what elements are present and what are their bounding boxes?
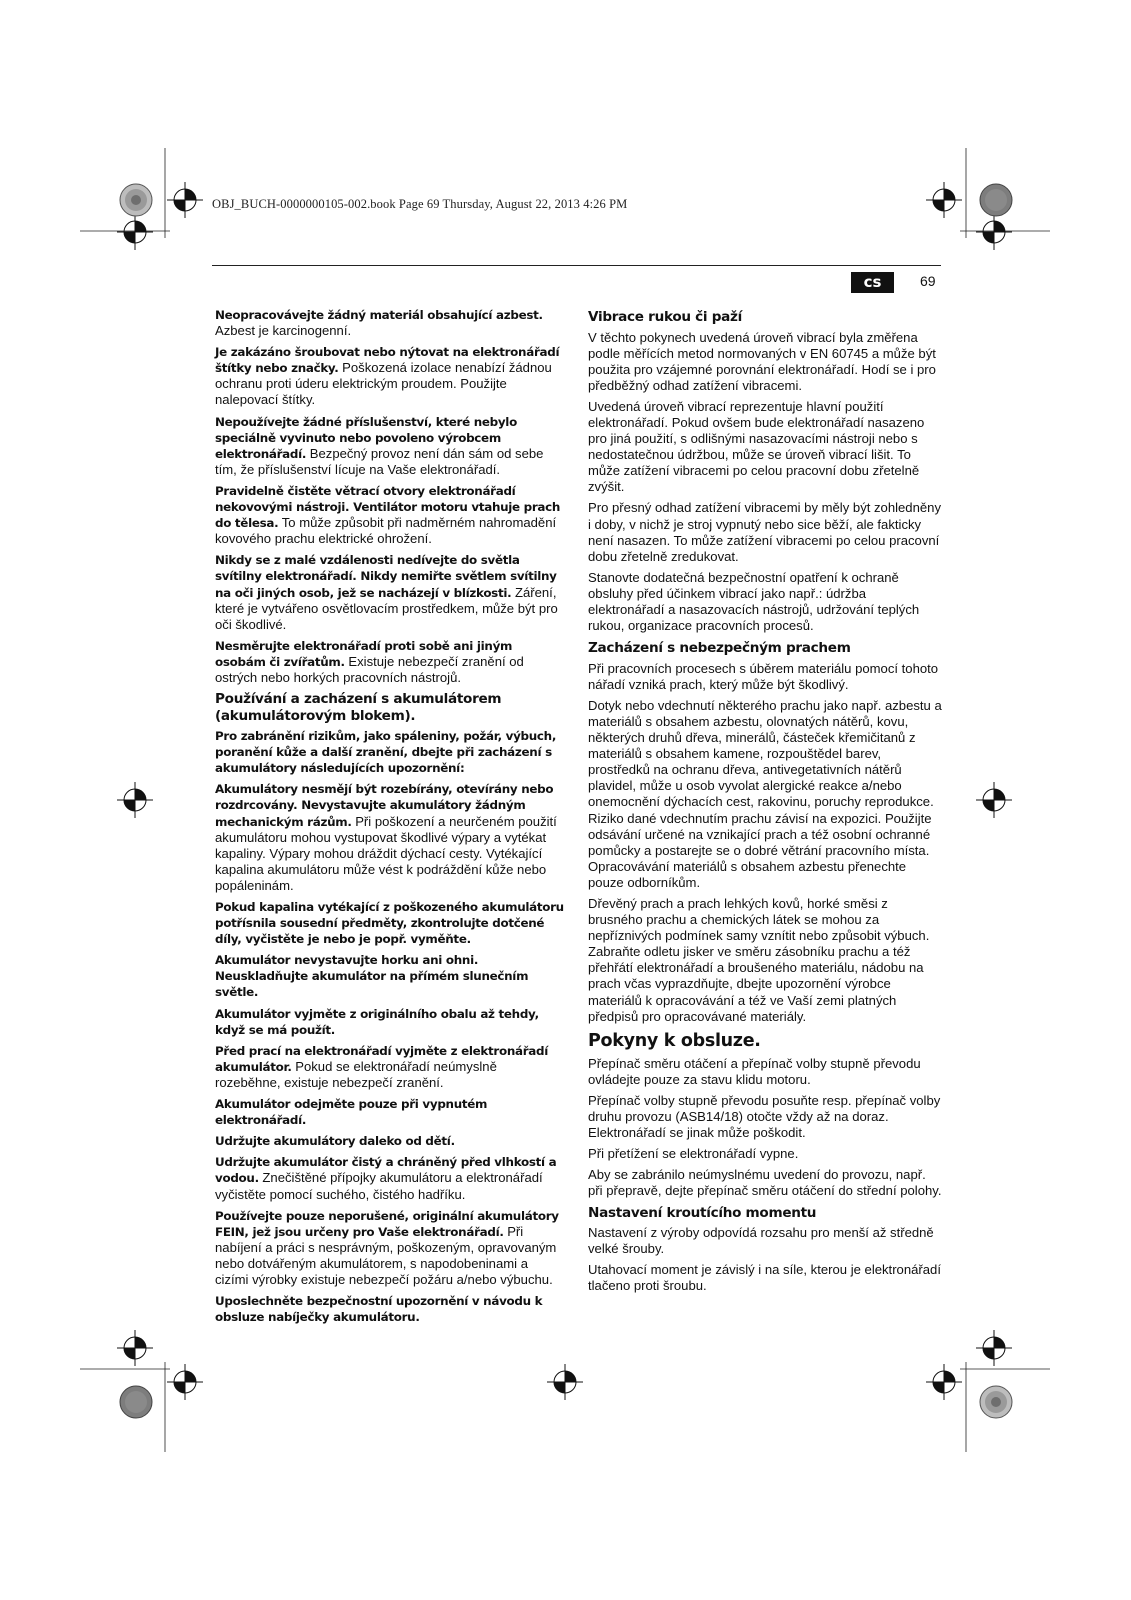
paragraph-text: Existuje nebezpečí zranění od ostrých nebo horkých pracovních nástrojů.	[215, 653, 524, 685]
paragraph	[215, 1006, 565, 1038]
registration-mark-right-upper	[974, 212, 1014, 252]
warning-bold: Akumulátor odejměte pouze při vypnutém elektronářadí.	[215, 1097, 488, 1128]
paragraph: Pro přesný odhad zatížení vibracemi by měly být zohledněny i doby, v nichž je stroj vypnutý nebo sice běží, ale fakticky není nasazen. To může zatížení vibracemi po celou pracovní dobu zřetelně zredukovat.	[588, 500, 941, 564]
warning-bold: Pravidelně čistěte větrací otvory elektronářadí nekovovými nástroji. Ventilátor motoru vtahuje prach do tělesa.	[215, 483, 561, 531]
warning-bold: Akumulátory nesmějí být rozebírány, otevírány nebo rozdrcovány. Nevystavujte akumulátory žádným mechanickým rázům.	[215, 782, 554, 829]
paragraph: Dotyk nebo vdechnutí některého prachu jako např. azbestu a materiálů s obsahem azbestu, olovnatých nátěrů, kovu, některých druhů dřeva, minerálů, částeček křemičitanů z materiálů s obsahem kamene, rozpouštědel barev, prostředků na ochranu dřeva, antivegetativních nátěrů plavidel, může u osob vyvolat alergické reakce a/nebo onemocnění dýchacích cest, rakovinu, poruchy reprodukce. Riziko dané vdechnutím prachu závisí na expozici. Použijte odsávání určené na vznikající prach a též osobní ochranné pomůcky a postarejte se o dobré větrání pracovního místa. Opracovávání materiálů s obsahem azbestu přenechte pouze odborníkům.	[588, 697, 942, 890]
paragraph-text: Záření, které je vytvářeno osvětlovacím prostředkem, může být pro oči škodlivé.	[215, 584, 558, 632]
registration-mark-left-upper	[115, 212, 155, 252]
section-heading-dust: Zacházení s nebezpečným prachem	[588, 640, 851, 657]
paragraph: Při pracovních procesech s úběrem materiálu pomocí tohoto nářadí vzniká prach, který může být škodlivý.	[588, 660, 939, 692]
registration-mark-left-lower	[115, 1328, 155, 1368]
warning-bold: Používejte pouze neporušené, originální akumulátory FEIN, jež jsou určeny pro Vaše elektronářadí.	[215, 1208, 559, 1239]
paragraph	[215, 1154, 565, 1202]
paragraph	[215, 344, 565, 408]
paragraph: Dřevěný prach a prach lehkých kovů, horké směsi z brusného prachu a chemických látek se mohou za nepříznivých podmínek samy vznítit nebo způsobit výbuch. Zabraňte odletu jisker ve směru zásobníku prachu a též přehřátí elektronářadí a broušeného materiálu, nádobu na prach včas vyprazdňujte, dbejte upozornění výrobce materiálů k opracovávání a též ve Vaší zemi platných předpisů pro opracovávané materiály.	[588, 896, 930, 1024]
paragraph: V těchto pokynech uvedená úroveň vibrací byla změřena podle měřících metod normovaných v EN 60745 a může být použita pro vzájemné porovnání elektronářadí. Hodí se i pro předběžný odhad zatížení vibracemi.	[588, 329, 936, 393]
warning-bold: Před prací na elektronářadí vyjměte z elektronářadí akumulátor.	[215, 1043, 548, 1074]
calibration-disc-bottom-right	[978, 1384, 1014, 1420]
warning-bold: Akumulátor nevystavujte horku ani ohni. Neuskladňujte akumulátor na přímém slunečním světle.	[215, 953, 529, 1000]
paragraph	[215, 952, 565, 1000]
paragraph: Přepínač volby stupně převodu posuňte resp. přepínač volby druhu provozu (ASB14/18) otočte vždy až na doraz. Elektronářadí se jinak může poškodit.	[588, 1092, 941, 1141]
calibration-disc-top-left	[118, 182, 154, 218]
left-column	[215, 307, 565, 1330]
paragraph: Aby se zabránilo neúmyslnému uvedení do provozu, např. při přepravě, dejte přepínač směru otáčení do střední polohy.	[588, 1167, 942, 1199]
warning-bold: Neopracovávejte žádný materiál obsahující azbest.	[215, 308, 543, 322]
paragraph-text: Znečištěné přípojky akumulátoru a elektronářadí vyčistěte pomocí suchého, čistého hadříku.	[215, 1170, 543, 1202]
section-heading-vibration: Vibrace rukou či paží	[588, 309, 742, 325]
calibration-disc-top-right	[978, 182, 1014, 218]
paragraph	[215, 638, 565, 686]
paragraph-text: Bezpečný provoz není dán sám od sebe tím, že příslušenství lícuje na Vaše elektronářadí.	[215, 445, 544, 477]
section-heading-torque: Nastavení kroutícího momentu	[588, 1204, 817, 1221]
paragraph	[215, 781, 565, 894]
warning-bold: Udržujte akumulátor čistý a chráněný před vlhkostí a vodou.	[215, 1155, 557, 1186]
page-number: 69	[920, 273, 936, 289]
registration-mark-right-middle	[974, 780, 1014, 820]
header-rule	[212, 265, 941, 266]
registration-mark-bottom-right	[924, 1362, 964, 1402]
warning-bold: Nikdy se z malé vzdálenosti nedívejte do světla svítilny elektronářadí. Nikdy nemiřte světlem svítilny na oči jiných osob, jež se nacházejí v blízkosti.	[215, 553, 557, 600]
paragraph	[215, 1293, 565, 1325]
section-heading-operation: Pokyny k obsluze.	[588, 1030, 761, 1051]
paragraph	[215, 414, 565, 478]
paragraph-text: Poškozená izolace nenabízí žádnou ochranu proti úderu elektrickým proudem. Použijte nalepovací štítky.	[215, 360, 552, 408]
paragraph-text: Při poškození a neurčeném použití akumulátoru mohou vystupovat škodlivé výpary a vytékat kapaliny. Výpary mohou dráždit dýchací cesty. Vytékající kapalina akumulátoru může vést k podráždění kůže nebo popáleninám.	[215, 813, 557, 893]
paragraph: Uvedená úroveň vibrací reprezentuje hlavní použití elektronářadí. Pokud ovšem bude elektronářadí nasazeno pro jiná použití, s odlišnými nasazovacími nástroji nebo s nedostatečnou údržbou, může se úroveň vibrací lišit. To může zatížení vibracemi po celou pracovní dobu zřetelně zvýšit.	[588, 398, 925, 495]
warning-bold: Akumulátor vyjměte z originálního obalu až tehdy, když se má použít.	[215, 1006, 539, 1037]
paragraph-text: Při nabíjení a práci s nesprávným, poškozeným, opravovaným nebo dotvářeným akumulátorem, s napodobeninami a cizími výrobky existuje nebezpečí požáru a/nebo výbuchu.	[215, 1223, 557, 1287]
paragraph	[215, 1208, 565, 1288]
paragraph	[215, 1133, 565, 1149]
paragraph: Při přetížení se elektronářadí vypne.	[588, 1146, 799, 1162]
paragraph	[215, 483, 565, 547]
right-column	[588, 307, 943, 1299]
paragraph: Stanovte dodatečná bezpečnostní opatření k ochraně obsluhy před účinkem vibrací jako např.: údržba elektronářadí a nasazovacích nástrojů, udržování teplých rukou, organizace pracovních procesů.	[588, 569, 920, 634]
registration-mark-bottom-left	[165, 1362, 205, 1402]
book-header-info: OBJ_BUCH-0000000105-002.book Page 69 Thursday, August 22, 2013 4:26 PM	[212, 197, 628, 211]
warning-bold: Uposlechněte bezpečnostní upozornění v návodu k obsluze nabíječky akumulátoru.	[215, 1294, 543, 1325]
paragraph	[215, 552, 565, 632]
paragraph-text: To může způsobit při nadměrném nahromadění kovového prachu elektrické ohrožení.	[215, 515, 557, 547]
paragraph	[215, 1096, 565, 1128]
registration-mark-left-middle	[115, 780, 155, 820]
warning-bold: Nepoužívejte žádné příslušenství, které nebylo speciálně vyvinuto nebo povoleno výrobcem elektronářadí.	[215, 414, 517, 461]
language-badge: cs	[851, 272, 894, 293]
paragraph	[215, 1043, 565, 1091]
calibration-disc-bottom-left	[118, 1384, 154, 1420]
registration-mark-top-right	[924, 180, 964, 220]
registration-mark-bottom-center	[545, 1362, 585, 1402]
registration-mark-top-left	[165, 180, 205, 220]
paragraph: Nastavení z výroby odpovídá rozsahu pro menší až středně velké šrouby.	[588, 1225, 934, 1257]
paragraph: Přepínač směru otáčení a přepínač volby stupně převodu ovládejte pouze za stavu klidu motoru.	[588, 1055, 921, 1087]
paragraph: Utahovací moment je závislý i na síle, kterou je elektronářadí tlačeno proti šroubu.	[588, 1262, 941, 1294]
paragraph	[215, 307, 565, 339]
paragraph-text: Azbest je karcinogenní.	[215, 323, 352, 339]
paragraph	[215, 899, 565, 947]
warning-bold: Pro zabránění rizikům, jako spáleniny, požár, výbuch, poranění kůže a další zranění, dbejte při zacházení s akumulátory následujících upozornění:	[215, 729, 557, 776]
warning-bold: Nesměrujte elektronářadí proti sobě ani jiným osobám či zvířatům.	[215, 638, 513, 669]
section-heading-battery: Používání a zacházení s akumulátorem (akumulátorovým blokem).	[215, 691, 502, 724]
warning-bold: Je zakázáno šroubovat nebo nýtovat na elektronářadí štítky nebo značky.	[215, 345, 560, 376]
warning-bold: Pokud kapalina vytékající z poškozeného akumulátoru potřísnila sousední předměty, zkontrolujte dotčené díly, vyčistěte je nebo je popř. vyměňte.	[215, 900, 564, 947]
warning-bold: Udržujte akumulátory daleko od dětí.	[215, 1134, 455, 1149]
registration-mark-right-lower	[974, 1328, 1014, 1368]
paragraph-text: Pokud se elektronářadí neúmyslně rozeběhne, existuje nebezpečí zranění.	[215, 1058, 497, 1090]
paragraph	[215, 728, 565, 776]
